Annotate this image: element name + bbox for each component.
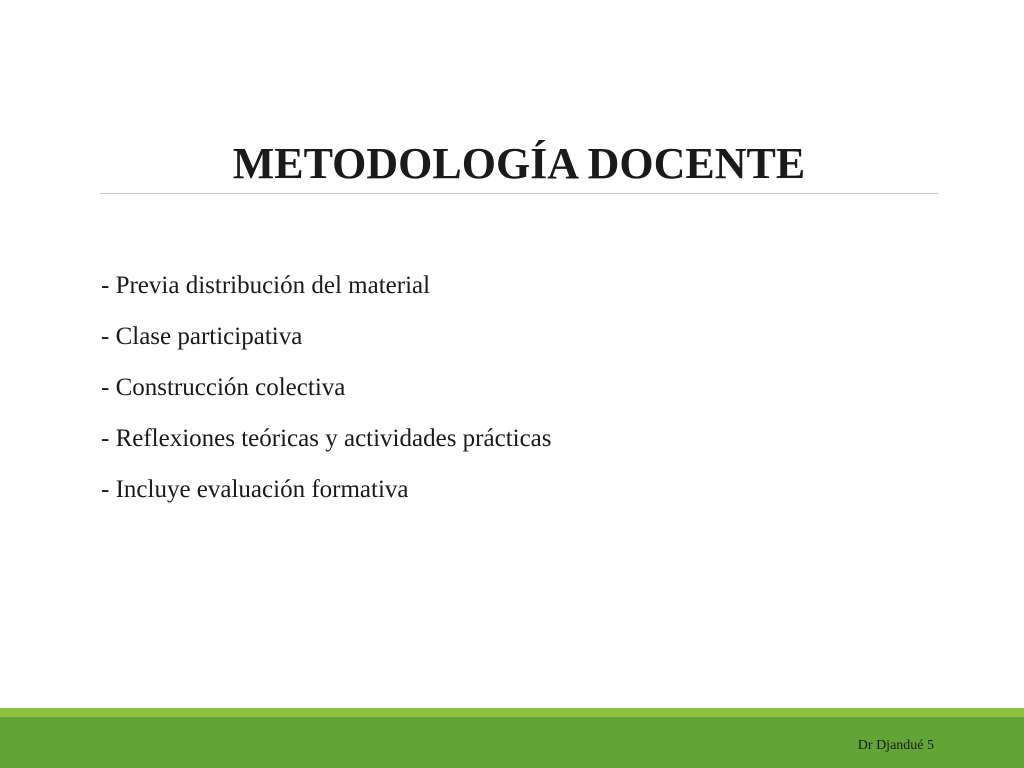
bullet-item: - Incluye evaluación formativa bbox=[101, 476, 409, 503]
bullet-item: - Clase participativa bbox=[101, 323, 303, 350]
bullet-item: - Previa distribución del material bbox=[101, 272, 431, 299]
bullet-item: - Construcción colectiva bbox=[101, 374, 346, 401]
footer-band-accent bbox=[0, 708, 1024, 717]
bullet-item: - Reflexiones teóricas y actividades prácticas bbox=[101, 425, 552, 452]
footer-author-page-number: Dr Djandué 5 bbox=[857, 738, 934, 753]
bullet-list bbox=[101, 260, 552, 515]
title-divider bbox=[100, 193, 938, 194]
slide-title: METODOLOGÍA DOCENTE bbox=[232, 139, 806, 188]
